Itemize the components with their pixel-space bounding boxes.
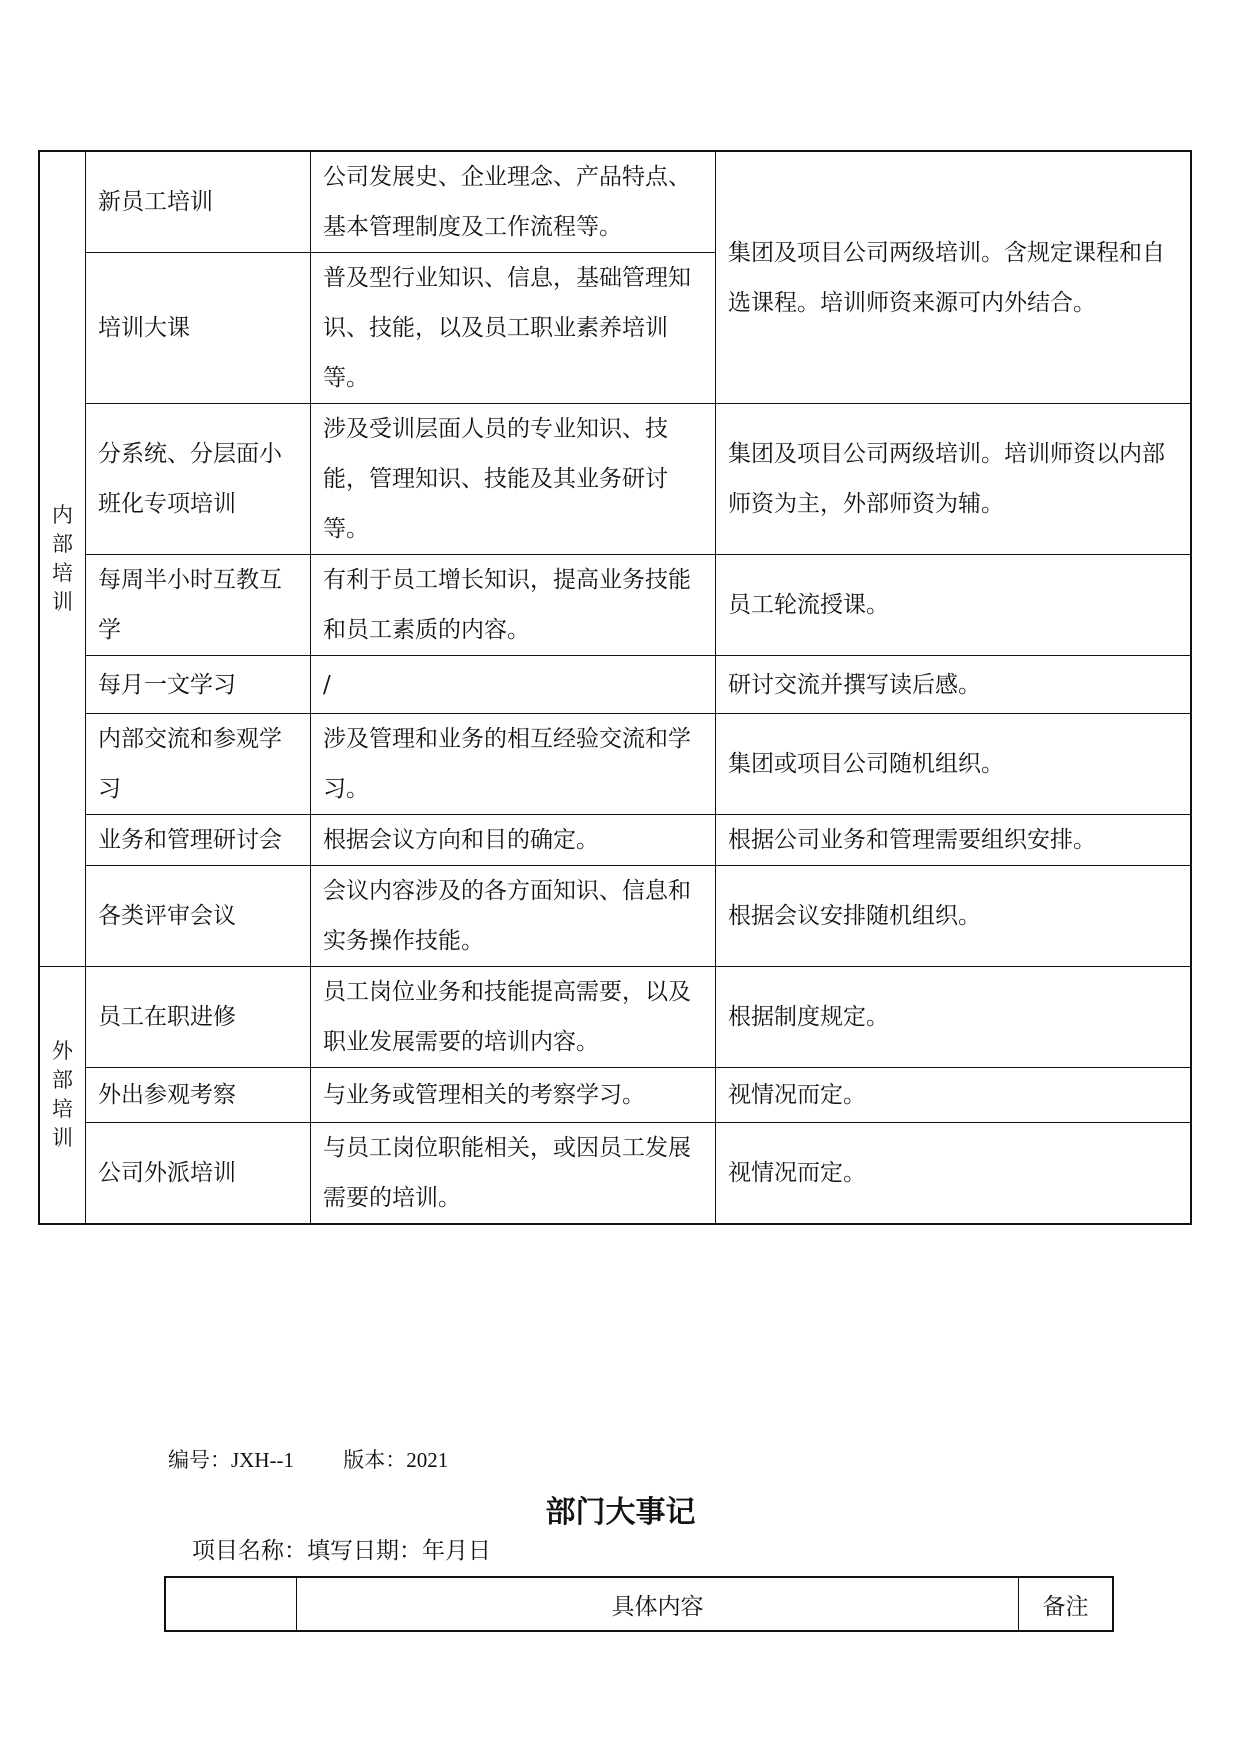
training-name: 每月一文学习 — [86, 656, 311, 714]
external-category-cell: 外 部 培 训 — [39, 967, 86, 1225]
training-note: 集团及项目公司两级培训。含规定课程和自选课程。培训师资来源可内外结合。 — [716, 151, 1192, 404]
table-row — [39, 815, 1191, 866]
training-table — [38, 150, 1192, 1225]
table-row — [39, 866, 1191, 967]
training-name: 新员工培训 — [86, 151, 311, 253]
table-row — [39, 555, 1191, 656]
training-note: 视情况而定。 — [716, 1123, 1192, 1225]
training-name: 内部交流和参观学习 — [86, 714, 311, 815]
form-version: 版本：2021 — [343, 1448, 449, 1472]
training-content: 公司发展史、企业理念、产品特点、基本管理制度及工作流程等。 — [311, 151, 716, 253]
training-content: 涉及管理和业务的相互经验交流和学习。 — [311, 714, 716, 815]
training-note: 研讨交流并撰写读后感。 — [716, 656, 1192, 714]
column-header: 备注 — [1019, 1577, 1114, 1631]
column-header: 具体内容 — [297, 1577, 1019, 1631]
training-content: 有利于员工增长知识，提高业务技能和员工素质的内容。 — [311, 555, 716, 656]
training-content: 员工岗位业务和技能提高需要，以及职业发展需要的培训内容。 — [311, 967, 716, 1068]
training-content: 与员工岗位职能相关，或因员工发展需要的培训。 — [311, 1123, 716, 1225]
training-note: 视情况而定。 — [716, 1068, 1192, 1123]
training-name: 外出参观考察 — [86, 1068, 311, 1123]
form-code: 编号：JXH--1 — [168, 1448, 294, 1472]
training-content: 涉及受训层面人员的专业知识、技能，管理知识、技能及其业务研讨等。 — [311, 404, 716, 555]
training-name: 培训大课 — [86, 253, 311, 404]
project-line: 项目名称：填写日期：年月日 — [192, 1538, 491, 1564]
training-content: 根据会议方向和目的确定。 — [311, 815, 716, 866]
form-title: 部门大事记 — [545, 1495, 696, 1530]
table-row — [39, 656, 1191, 714]
table-row — [39, 967, 1191, 1068]
table-row — [39, 714, 1191, 815]
training-content: 普及型行业知识、信息，基础管理知识、技能，以及员工职业素养培训等。 — [311, 253, 716, 404]
column-header — [165, 1577, 297, 1631]
training-name: 公司外派培训 — [86, 1123, 311, 1225]
table-row — [39, 151, 1191, 253]
training-content: 会议内容涉及的各方面知识、信息和实务操作技能。 — [311, 866, 716, 967]
events-table — [164, 1576, 1114, 1632]
training-note: 根据会议安排随机组织。 — [716, 866, 1192, 967]
table-row — [39, 404, 1191, 555]
table-header-row — [165, 1577, 1113, 1631]
training-note: 员工轮流授课。 — [716, 555, 1192, 656]
training-note: 根据制度规定。 — [716, 967, 1192, 1068]
training-content: / — [311, 656, 716, 714]
training-name: 各类评审会议 — [86, 866, 311, 967]
training-note: 集团及项目公司两级培训。培训师资以内部师资为主，外部师资为辅。 — [716, 404, 1192, 555]
training-content: 与业务或管理相关的考察学习。 — [311, 1068, 716, 1123]
form-meta — [168, 1444, 492, 1474]
table-row — [39, 1068, 1191, 1123]
training-name: 员工在职进修 — [86, 967, 311, 1068]
training-name: 业务和管理研讨会 — [86, 815, 311, 866]
training-note: 集团或项目公司随机组织。 — [716, 714, 1192, 815]
training-note: 根据公司业务和管理需要组织安排。 — [716, 815, 1192, 866]
table-row — [39, 1123, 1191, 1225]
training-name: 分系统、分层面小班化专项培训 — [86, 404, 311, 555]
training-name: 每周半小时互教互学 — [86, 555, 311, 656]
internal-category-cell: 内 部 培 训 — [39, 151, 86, 967]
